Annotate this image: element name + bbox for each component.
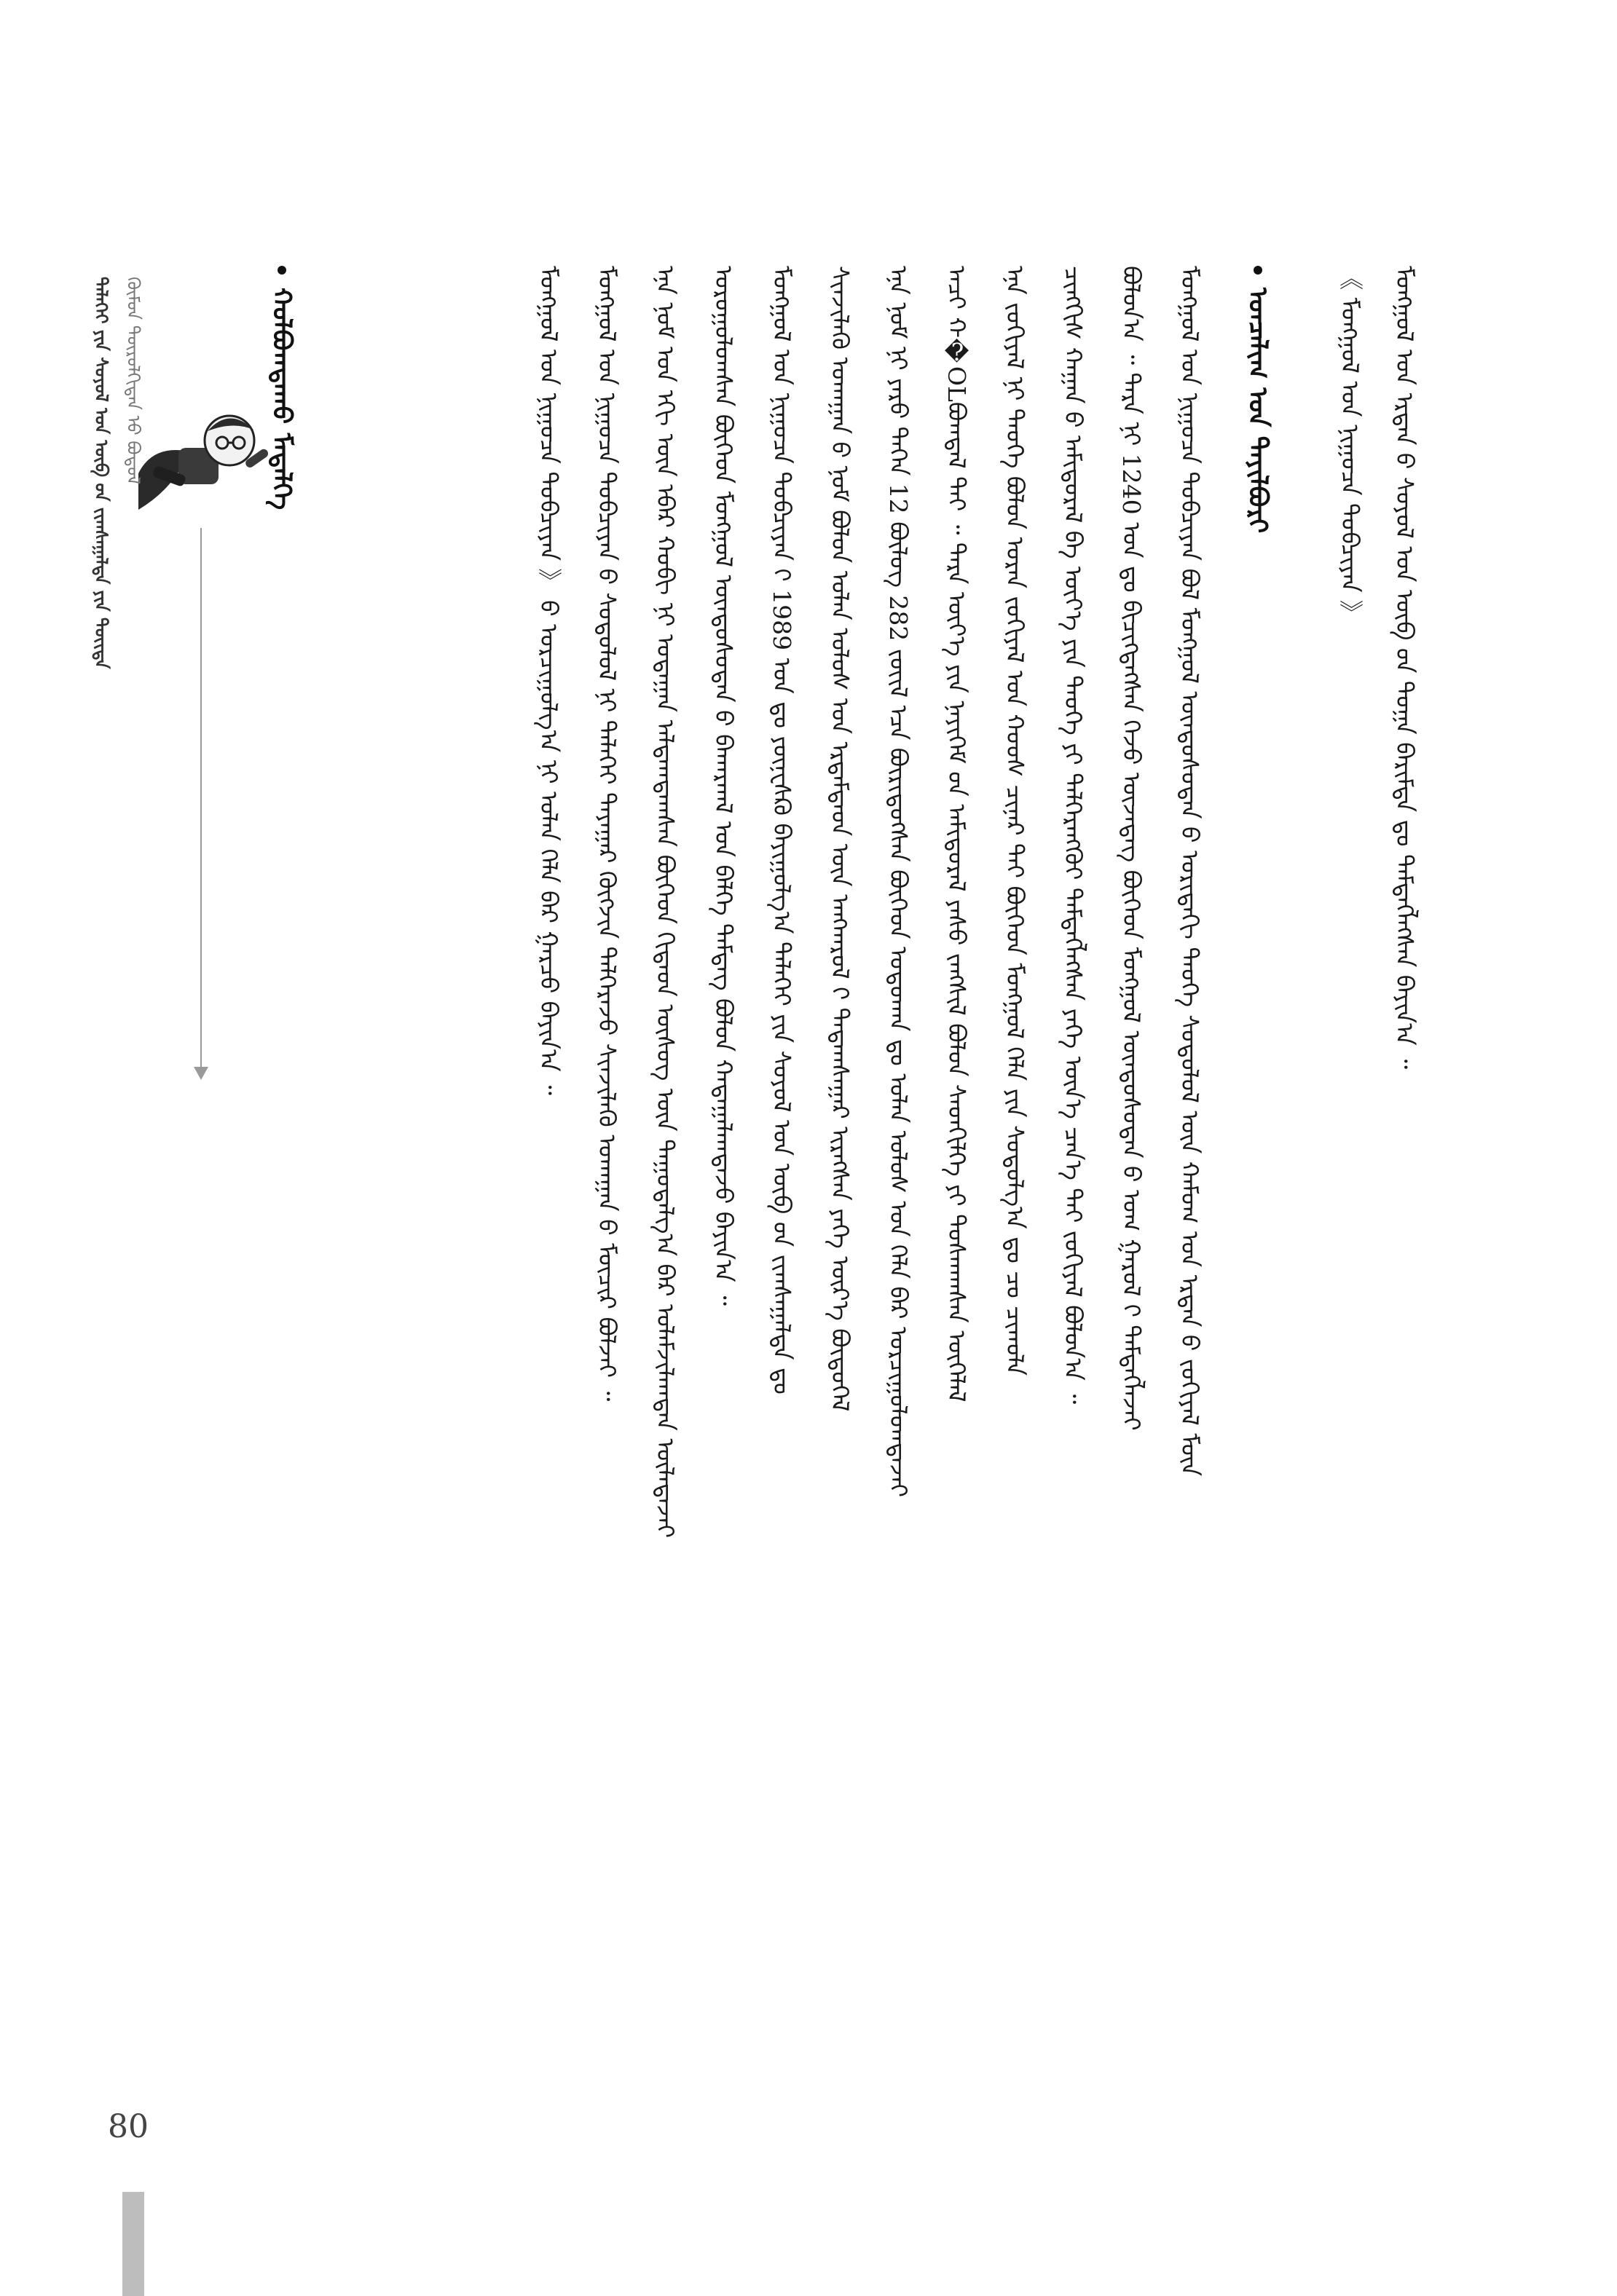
bullet-icon <box>278 266 286 275</box>
text-column: ᠣᠷᠣᠭᠤᠯᠤᠭᠰᠠᠨ ᠪᠥᠭᠡᠳ ᠮᠣᠩᠭᠣᠯ ᠦᠨᠳᠦᠰᠦᠲᠡᠨ ᠦ᠌ ᠪᠠᠬᠠᠷᠬᠠᠯ ᠤᠨ ᠪᠡᠯᠭᠡ ᠲᠡᠮᠳᠡᠭ ᠪᠣᠯᠤᠨ ᠬᠠᠳᠠᠭᠠᠯᠠᠭᠳᠠᠵᠤ ᠪᠠᠶᠢᠨ᠎ᠠ ᠃ <box>709 266 738 1306</box>
text-column: ᠡᠨᠡ ᠨᠣᠮ ᠤᠨ ᠡᠬᠢ ᠦᠨ ᠡᠪᠡᠷ ᠬᠤᠪᠢ ᠨᠢ ᠤᠳᠠᠭᠠᠨ ᠠᠯᠳᠠᠭᠳᠠᠭᠰᠠᠨ ᠪᠥᠭᠡᠳ ᠬᠢᠲᠠᠳ ᠦᠰᠦᠭ ᠦᠨ ᠳᠠᠭᠤᠳᠠᠯᠭ᠎ᠠ ᠪᠠᠷ ᠤᠯᠠᠮᠵᠢᠯᠠᠭᠳᠠᠨ ᠦᠯᠡᠳᠡᠵᠡᠢ <box>651 266 680 1538</box>
text-column: ᠴᠢᠩᠭᠢᠰ ᠬᠠᠭᠠᠨ ᠤ᠋ ᠠᠮᠢᠳᠤᠷᠠᠯ ᠪᠠ ᠦᠶ᠎ᠡ ᠶᠢᠨ ᠲᠡᠦᠬᠡ ᠶᠢ ᠳᠡᠯᠭᠡᠷᠡᠩᠭᠦᠢ ᠲᠡᠮᠳᠡᠭᠯᠡᠭᠰᠡᠨ ᠶᠡᠬᠡ ᠦᠨ᠎ᠡ ᠴᠡᠨ᠎ᠡ ᠲᠠᠢ ᠵᠣᠬᠢᠶᠠᠯ ᠪᠣᠯᠤᠨ᠎ᠠ ᠃ <box>1059 266 1087 1405</box>
page-corner-bar <box>122 2192 144 2296</box>
text-column: ᠡᠨᠡ ᠵᠣᠬᠢᠶᠠᠯ ᠨᠢ ᠲᠡᠦᠬᠡ ᠪᠣᠯᠤᠨ ᠤᠷᠠᠨ ᠵᠣᠬᠢᠶᠠᠯ ᠤᠨ ᠬᠣᠣᠰ ᠴᠢᠨᠠᠷ ᠲᠠᠢ ᠪᠥᠭᠡᠳ ᠮᠣᠩᠭᠣᠯ ᠬᠡᠯᠡ ᠶᠢᠨ ᠰᠤᠳᠤᠯᠭ᠎ᠠ ᠳᠤ ᠴᠤ ᠴᠢᠬᠤᠯᠠ <box>1001 266 1029 1376</box>
page-number: 80 <box>108 2108 149 2145</box>
text-column: 《 ᠮᠣᠩᠭᠣᠯ ᠤᠨ ᠨᠢᠭᠤᠴᠠ ᠲᠣᠪᠴᠢᠶᠠᠨ 》 <box>1336 266 1364 625</box>
text-column: ᠮᠣᠩᠭᠣᠯ ᠤᠨ ᠨᠢᠭᠤᠴᠠ ᠲᠣᠪᠴᠢᠶᠠᠨ ᠪᠣᠯ ᠮᠣᠩᠭᠣᠯ ᠦᠨᠳᠦᠰᠦᠲᠡᠨ ᠦ᠌ ᠤᠷᠢᠳᠠᠬᠢ ᠲᠡᠦᠬᠡ ᠰᠤᠳᠤᠯᠤᠯ ᠦᠨ ᠬᠠᠮᠤᠭ ᠤᠨ ᠡᠷᠲᠡᠨ ᠦ᠌ ᠵᠣᠬᠢᠶᠠᠯ ᠮᠥᠨ <box>1176 266 1204 1477</box>
text-column: ᠡᠨᠡ ᠨᠣᠮ ᠨᠢ ᠶᠡᠷᠦ ᠳᠡᠭᠡᠨ 12 ᠪᠦᠯᠦᠭ 282 ᠵᠦᠢᠯ ᠡᠴᠡ ᠪᠦᠷᠢᠳᠦᠭᠰᠡᠨ ᠪᠥᠭᠡᠳ ᠣᠳᠣᠬᠠᠨ ᠳᠤ ᠣᠯᠠᠨ ᠤᠯᠤᠰ ᠤᠨ ᠬᠡᠯᠡ ᠪᠡᠷ ᠣᠷᠴᠢᠭᠤᠯᠤᠭᠳᠠᠵᠠᠢ <box>884 266 913 1498</box>
section-heading-first <box>1235 266 1280 533</box>
running-header-chapter: ᠳᠡᠯᠡᠬᠡᠢ ᠶᠢᠨ ᠰᠣᠶᠣᠯ ᠤᠨ ᠥᠪ ᠤ᠋ᠨ ᠵᠢᠭᠰᠠᠭᠠᠯᠲᠠ ᠶᠢᠨ ᠲᠦᠢᠲᠡ <box>91 277 111 669</box>
text-column: ᠠᠴᠢ ᠬ�OLᠪᠣᠭᠳᠠᠯ ᠲᠠᠢ ᠃ ᠲᠡᠷᠡ ᠦᠶ᠎ᠡ ᠶᠢᠨ ᠨᠡᠶᠢᠭᠡᠮ ᠦ᠋ᠨ ᠠᠮᠢᠳᠤᠷᠠᠯ ᠶᠠᠰᠤ ᠵᠠᠩᠱᠢᠯ ᠪᠣᠯᠣᠨ ᠰᠡᠳᠬᠢᠯᠭᠡ ᠶᠢ ᠲᠤᠰᠬᠠᠭᠰᠠᠨ ᠦᠭᠡᠯᠡᠯ <box>943 266 971 1403</box>
text-column: ᠮᠣᠩᠭᠣᠯ ᠤᠨ ᠨᠢᠭᠤᠴᠠ ᠲᠣᠪᠴᠢᠶᠠᠨ 》 ᠤ᠋ ᠣᠷᠴᠢᠭᠤᠯᠭ᠎ᠠ ᠨᠢ ᠣᠯᠠᠨ ᠬᠡᠯᠡ ᠪᠡᠷ ᠭᠠᠷᠴᠤ ᠪᠠᠶᠢᠨ᠎ᠠ ᠃ <box>535 266 563 1095</box>
section-heading-second <box>259 266 304 510</box>
running-header-subtitle: ᠬᠦᠮᠦᠨ ᠲᠥᠷᠥᠯᠬᠢᠲᠡᠨ ᠦ᠋ ᠪᠣᠳᠣᠯ <box>123 277 143 485</box>
text-column: ᠪᠣᠯᠣᠨ᠎ᠠ ᠃ ᠲᠡᠷᠡ ᠨᠢ 1240 ᠣᠨ ᠳᠤ ᠪᠢᠴᠢᠭᠳᠡᠭᠰᠡᠨ ᠭᠡᠵᠦ ᠦᠵᠡᠳᠡᠭ ᠪᠥᠭᠡᠳ ᠮᠣᠩᠭᠣᠯ ᠦᠨᠳᠦᠰᠦᠲᠡᠨ ᠦ᠌ ᠤᠭ ᠭᠠᠷᠤᠯ ᠢ᠋ ᠲᠡᠮᠳᠡᠭᠯᠡᠵᠡᠢ <box>1117 266 1146 1431</box>
bullet-icon <box>1254 266 1262 275</box>
text-column: ᠮᠣᠩᠭᠣᠯ ᠤᠨ ᠨᠢᠭᠤᠴᠠ ᠲᠣᠪᠴᠢᠶᠠᠨ ᠤ᠋ ᠰᠤᠳᠤᠯᠤᠯ ᠨᠢ ᠳᠡᠯᠡᠬᠡᠢ ᠳᠠᠶᠠᠭᠠᠷ ᠬᠥᠭᠵᠢᠨ ᠳᠡᠯᠭᠡᠷᠡᠵᠦ ᠰᠢᠨᠵᠢᠯᠡᠬᠦ ᠤᠬᠠᠭᠠᠨ ᠤ᠋ ᠮᠥᠴᠢᠷ ᠪᠣᠯᠵᠠᠢ ᠃ <box>593 266 621 1402</box>
section-heading-first-text: ᠣᠨᠴᠠᠯᠢᠭ ᠤᠨ ᠲᠠᠶᠢᠯᠪᠤᠷᠢ <box>1243 288 1272 534</box>
text-column: ᠮᠣᠩᠭᠣᠯ ᠤᠨ ᠡᠷᠲᠡᠨ ᠦ᠌ ᠰᠤᠶᠤᠯ ᠤᠨ ᠥᠪ ᠤ᠋ᠨ ᠲᠣᠭᠠ ᠪᠠᠷᠢᠮᠲᠠ ᠳᠤ ᠲᠡᠮᠳᠡᠭᠯᠡᠭᠰᠡᠨ ᠪᠠᠶᠢᠨ᠎ᠠ ᠃ <box>1390 266 1419 1070</box>
header-arrow-icon <box>194 1067 208 1080</box>
section-heading-second-text: ᠬᠣᠯᠪᠣᠭᠳᠠᠬᠤ ᠮᠡᠳᠡᠯᠭᠡ <box>267 288 296 510</box>
header-rule <box>200 528 202 1067</box>
text-column: ᠮᠣᠩᠭᠣᠯ ᠤᠨ ᠨᠢᠭᠤᠴᠠ ᠲᠣᠪᠴᠢᠶᠠᠨ ᠢ᠋ 1989 ᠣᠨ ᠳᠤ ᠶᠦᠨᠧᠰᠺᠣ ᠪᠠᠶᠢᠭᠤᠯᠭ᠎ᠠ ᠳᠡᠯᠡᠬᠡᠢ ᠶᠢᠨ ᠰᠣᠶᠣᠯ ᠤᠨ ᠥᠪ ᠤ᠋ᠨ ᠵᠢᠭᠰᠠᠭᠠᠯᠲᠠ ᠳᠤ <box>768 266 796 1394</box>
text-column: ᠰᠢᠨᠵᠢᠯᠡᠬᠦ ᠤᠬᠠᠭᠠᠨ ᠤ᠋ ᠨᠣᠮ ᠪᠣᠯᠣᠨ ᠣᠯᠠᠨ ᠤᠯᠤᠰ ᠤᠨ ᠡᠷᠳᠡᠮᠲᠡᠳ ᠦᠨ ᠠᠩᠬᠠᠷᠤᠯ ᠢ᠋ ᠲᠠᠲᠠᠭᠰᠠᠭᠠᠷ ᠢᠷᠡᠭᠰᠡᠨ ᠶᠡᠬᠡ ᠦᠷ᠎ᠡ ᠪᠦᠲᠦᠭᠡᠯ <box>826 266 854 1412</box>
